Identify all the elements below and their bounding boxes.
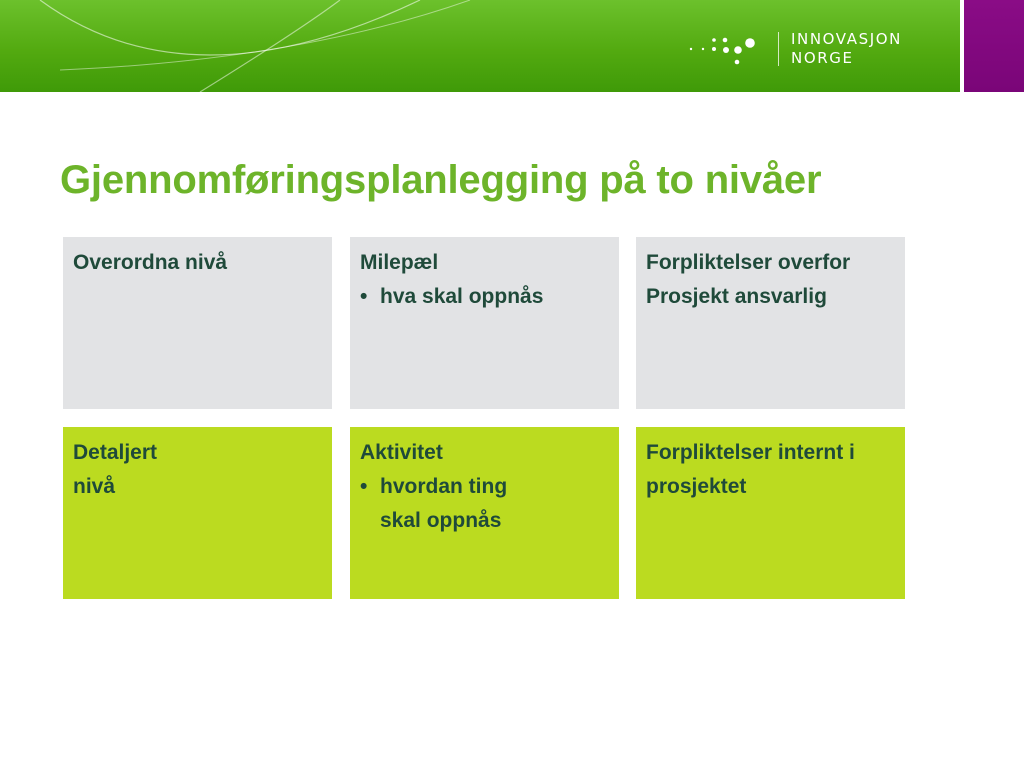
bullet-text bbox=[380, 470, 609, 538]
slide-title: Gjennomføringsplanlegging på to nivåer bbox=[60, 158, 822, 202]
cell-text-line-1: Forpliktelser overfor bbox=[646, 251, 851, 274]
cell-text-line-2: prosjektet bbox=[646, 475, 747, 498]
cell-overordna-niva bbox=[63, 237, 332, 409]
cell-detaljert-niva bbox=[63, 427, 332, 599]
bullet-icon: • bbox=[360, 285, 368, 308]
logo-line-2: NORGE bbox=[791, 49, 854, 67]
logo-dots-icon bbox=[688, 28, 774, 72]
cell-forpliktelser-overfor bbox=[636, 237, 905, 409]
header-banner bbox=[0, 0, 960, 92]
cell-aktivitet bbox=[350, 427, 619, 599]
bullet-text-line-2: skal oppnås bbox=[380, 509, 502, 532]
cell-milepael bbox=[350, 237, 619, 409]
cell-heading: Aktivitet bbox=[360, 441, 443, 464]
cell-text: Overordna nivå bbox=[73, 251, 228, 274]
bullet-text: hva skal oppnås bbox=[380, 285, 544, 308]
logo-divider bbox=[778, 32, 779, 66]
cell-text-line-2: nivå bbox=[73, 475, 116, 498]
purple-accent-block bbox=[964, 0, 1024, 92]
logo-wordmark bbox=[791, 30, 902, 68]
logo-line-1: INNOVASJON bbox=[791, 30, 902, 48]
bullet-item bbox=[360, 470, 609, 538]
cell-forpliktelser-internt bbox=[636, 427, 905, 599]
bullet-icon: • bbox=[360, 475, 368, 498]
cell-text-line-1: Detaljert bbox=[73, 441, 158, 464]
cell-text-line-2: Prosjekt ansvarlig bbox=[646, 285, 827, 308]
cell-text-line-1: Forpliktelser internt i bbox=[646, 441, 855, 464]
bullet-item bbox=[360, 280, 609, 314]
bullet-text-line-1: hvordan ting bbox=[380, 475, 508, 498]
cell-heading: Milepæl bbox=[360, 251, 439, 274]
